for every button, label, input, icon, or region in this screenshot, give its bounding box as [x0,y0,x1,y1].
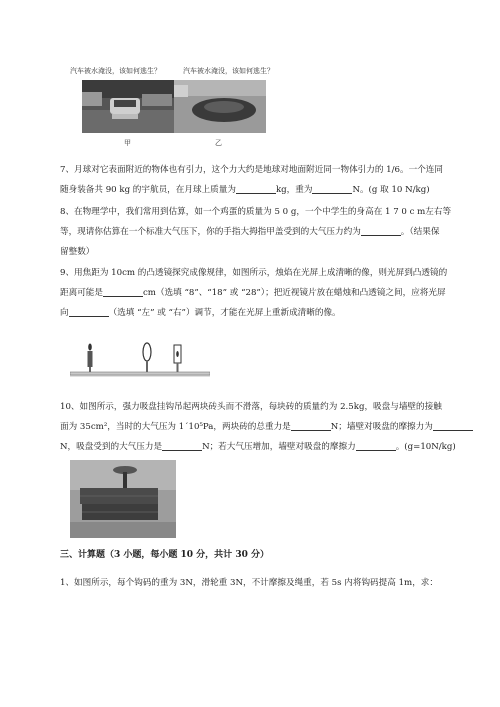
q7-text-c: N。(g 取 10 N/kg) [352,185,430,195]
q9-text-c: 向 [60,308,69,318]
q10-line-3 [60,437,473,457]
photo-left-flooded-car [82,80,174,133]
q8-blank-force[interactable] [361,225,401,236]
q10-text-e: 。(g=10N/kg) [395,442,456,452]
q10-blank-friction-change[interactable] [356,440,396,451]
section-3-question-1 [60,573,438,593]
q10-text-d: N；若大气压增加，墙壁对吸盘的摩擦力 [202,442,356,452]
question-9 [60,263,447,323]
q9-text-d: （选填 “左” 或 “右”）调节，才能在光屏上重新成清晰的像。 [108,308,341,318]
q7-blank-mass[interactable] [236,183,276,194]
suction-hook-bricks-photo [70,460,176,538]
caption-right: 汽车被水淹没，该如何逃生？ [183,67,274,75]
q7-line-1: 7、月球对它表面附近的物体也有引力，这个力大约是地球对地面附近同一物体引力的 1/6。一个连同 [60,165,443,175]
photo-right-flooded-car [174,80,266,133]
q8-line-2 [60,222,451,242]
q7-line-2 [60,180,443,200]
q9-line-1: 9、用焦距为 10cm 的凸透镜探究成像规律，如图所示，烛焰在光屏上成清晰的像，则光屏到凸透镜的 [60,268,448,278]
q7-text-a: 随身装备共 90 kg 的宇航员，在月球上质量为 [60,185,236,195]
q9-text-a: 距离可能是 [60,288,103,298]
q10-blank-gravity[interactable] [291,420,331,431]
q9-text-b: cm（选填 “8”、“18” 或 “28”）；把近视镜片放在蜡烛和凸透镜之间，应将光屏 [142,288,446,298]
q10-blank-pressure-force[interactable] [162,440,202,451]
q10-text-b: N；墙壁对吸盘的摩擦力为 [330,422,433,432]
figure-label-right: 乙 [215,139,222,147]
question-8 [60,202,451,262]
q9-blank-direction[interactable] [69,306,109,317]
q8-line-1: 8、在物理学中，我们常用到估算，如一个鸡蛋的质量为 5 0 g，一个中学生的身高在 1 7 0 c m左右等 [60,207,452,217]
optical-bench-figure [70,338,210,384]
s3-q1-text: 1、如图所示，每个钩码的重为 3N，滑轮重 3N，不计摩擦及绳重，若 5s 内将钩码提高 1m，求： [60,578,438,588]
q10-line-2 [60,417,473,437]
q10-line-1: 10、如图所示，强力吸盘挂钩吊起两块砖头而不滑落，每块砖的质量约为 2.5kg，吸盘与墙壁的接触 [60,402,442,412]
question-7 [60,160,443,200]
q8-line-3: 留整数） [60,247,95,257]
q10-text-c: N，吸盘受到的大气压力是 [60,442,163,452]
q10-blank-friction[interactable] [433,420,473,431]
q10-text-a: 面为 35cm²，当时的大气压为 1´10⁵Pa，两块砖的总重力是 [60,422,291,432]
caption-left: 汽车被水淹没，该如何逃生？ [70,67,161,75]
q7-blank-weight[interactable] [312,183,352,194]
q8-text-b: 。（结果保 [400,227,440,237]
q9-blank-distance[interactable] [103,286,143,297]
q7-text-b: kg，重为 [275,185,313,195]
section-3-heading: 三、计算题（3 小题，每小题 10 分，共计 30 分） [60,550,269,560]
question-10 [60,397,473,457]
q9-line-3 [60,303,447,323]
q9-line-2 [60,283,447,303]
q8-text-a: 等，现请你估算在一个标准大气压下，你的手指大拇指甲盖受到的大气压力约为 [60,227,361,237]
figure-label-left: 甲 [124,139,131,147]
